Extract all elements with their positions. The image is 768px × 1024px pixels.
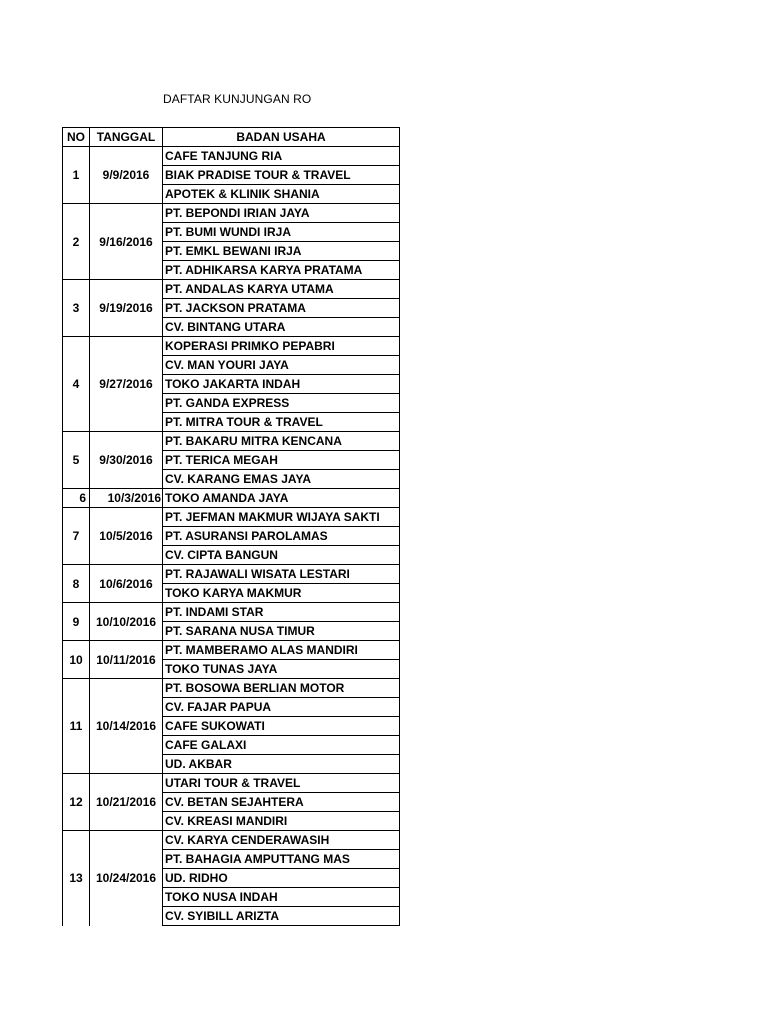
- business-name: TOKO AMANDA JAYA: [163, 489, 400, 508]
- table-row: [63, 679, 400, 698]
- business-name: UD. AKBAR: [163, 755, 400, 774]
- table-row: [63, 565, 400, 584]
- table-row: [63, 508, 400, 527]
- table-row: [63, 432, 400, 451]
- visit-date: 10/21/2016: [90, 774, 163, 831]
- business-name: CV. BINTANG UTARA: [163, 318, 400, 337]
- business-name: CV. CIPTA BANGUN: [163, 546, 400, 565]
- visit-number: 11: [63, 679, 90, 774]
- visit-number: 10: [63, 641, 90, 679]
- business-name: PT. SARANA NUSA TIMUR: [163, 622, 400, 641]
- business-name: CV. KARANG EMAS JAYA: [163, 470, 400, 489]
- business-name: PT. JACKSON PRATAMA: [163, 299, 400, 318]
- business-name: PT. EMKL BEWANI IRJA: [163, 242, 400, 261]
- business-name: TOKO JAKARTA INDAH: [163, 375, 400, 394]
- visit-date: 9/30/2016: [90, 432, 163, 489]
- business-name: CV. FAJAR PAPUA: [163, 698, 400, 717]
- business-name: TOKO NUSA INDAH: [163, 888, 400, 907]
- table-row: [63, 774, 400, 793]
- business-name: PT. MAMBERAMO ALAS MANDIRI: [163, 641, 400, 660]
- visit-number: 8: [63, 565, 90, 603]
- visit-number: 4: [63, 337, 90, 432]
- table-row: [63, 603, 400, 622]
- business-name: PT. ADHIKARSA KARYA PRATAMA: [163, 261, 400, 280]
- business-name: PT. BAHAGIA AMPUTTANG MAS: [163, 850, 400, 869]
- visit-number: 2: [63, 204, 90, 280]
- business-name: PT. GANDA EXPRESS: [163, 394, 400, 413]
- header-name: BADAN USAHA: [163, 128, 400, 147]
- visit-number: 9: [63, 603, 90, 641]
- visit-date: 9/27/2016: [90, 337, 163, 432]
- visit-number: 1: [63, 147, 90, 204]
- business-name: PT. BUMI WUNDI IRJA: [163, 223, 400, 242]
- business-name: UTARI TOUR & TRAVEL: [163, 774, 400, 793]
- business-name: CV. KREASI MANDIRI: [163, 812, 400, 831]
- visit-date: 9/19/2016: [90, 280, 163, 337]
- business-name: PT. ASURANSI PAROLAMAS: [163, 527, 400, 546]
- business-name: TOKO KARYA MAKMUR: [163, 584, 400, 603]
- table-row: [63, 204, 400, 223]
- business-name: TOKO TUNAS JAYA: [163, 660, 400, 679]
- business-name: PT. BEPONDI IRIAN JAYA: [163, 204, 400, 223]
- visit-number: 5: [63, 432, 90, 489]
- business-name: CAFE SUKOWATI: [163, 717, 400, 736]
- visit-number: 12: [63, 774, 90, 831]
- visit-date: 9/16/2016: [90, 204, 163, 280]
- header-row: [63, 128, 400, 147]
- sheet-title: DAFTAR KUNJUNGAN RO: [163, 92, 312, 106]
- business-name: PT. ANDALAS KARYA UTAMA: [163, 280, 400, 299]
- table-row: [63, 280, 400, 299]
- business-name: PT. BAKARU MITRA KENCANA: [163, 432, 400, 451]
- visit-date: 10/3/2016: [90, 489, 163, 508]
- header-no: NO: [63, 128, 90, 147]
- business-name: PT. INDAMI STAR: [163, 603, 400, 622]
- table-row: [63, 147, 400, 166]
- business-name: CAFE GALAXI: [163, 736, 400, 755]
- visit-date: 9/9/2016: [90, 147, 163, 204]
- table-row: [63, 831, 400, 850]
- business-name: PT. TERICA MEGAH: [163, 451, 400, 470]
- business-name: PT. JEFMAN MAKMUR WIJAYA SAKTI: [163, 508, 400, 527]
- visit-number: 3: [63, 280, 90, 337]
- table-row: [63, 641, 400, 660]
- business-name: APOTEK & KLINIK SHANIA: [163, 185, 400, 204]
- visit-table: [62, 127, 400, 926]
- visit-number: 7: [63, 508, 90, 565]
- visit-date: 10/10/2016: [90, 603, 163, 641]
- business-name: CV. KARYA CENDERAWASIH: [163, 831, 400, 850]
- business-name: CAFE TANJUNG RIA: [163, 147, 400, 166]
- visit-date: 10/5/2016: [90, 508, 163, 565]
- business-name: PT. BOSOWA BERLIAN MOTOR: [163, 679, 400, 698]
- table-row: [63, 489, 400, 508]
- business-name: BIAK PRADISE TOUR & TRAVEL: [163, 166, 400, 185]
- visit-number: 6: [63, 489, 90, 508]
- header-date: TANGGAL: [90, 128, 163, 147]
- table-row: [63, 337, 400, 356]
- visit-date: 10/6/2016: [90, 565, 163, 603]
- visit-number: 13: [63, 831, 90, 926]
- visit-date: 10/11/2016: [90, 641, 163, 679]
- business-name: CV. BETAN SEJAHTERA: [163, 793, 400, 812]
- visit-date: 10/24/2016: [90, 831, 163, 926]
- business-name: UD. RIDHO: [163, 869, 400, 888]
- business-name: CV. SYIBILL ARIZTA: [163, 907, 400, 926]
- business-name: PT. MITRA TOUR & TRAVEL: [163, 413, 400, 432]
- table-body: [63, 147, 400, 926]
- business-name: CV. MAN YOURI JAYA: [163, 356, 400, 375]
- business-name: PT. RAJAWALI WISATA LESTARI: [163, 565, 400, 584]
- business-name: KOPERASI PRIMKO PEPABRI: [163, 337, 400, 356]
- visit-date: 10/14/2016: [90, 679, 163, 774]
